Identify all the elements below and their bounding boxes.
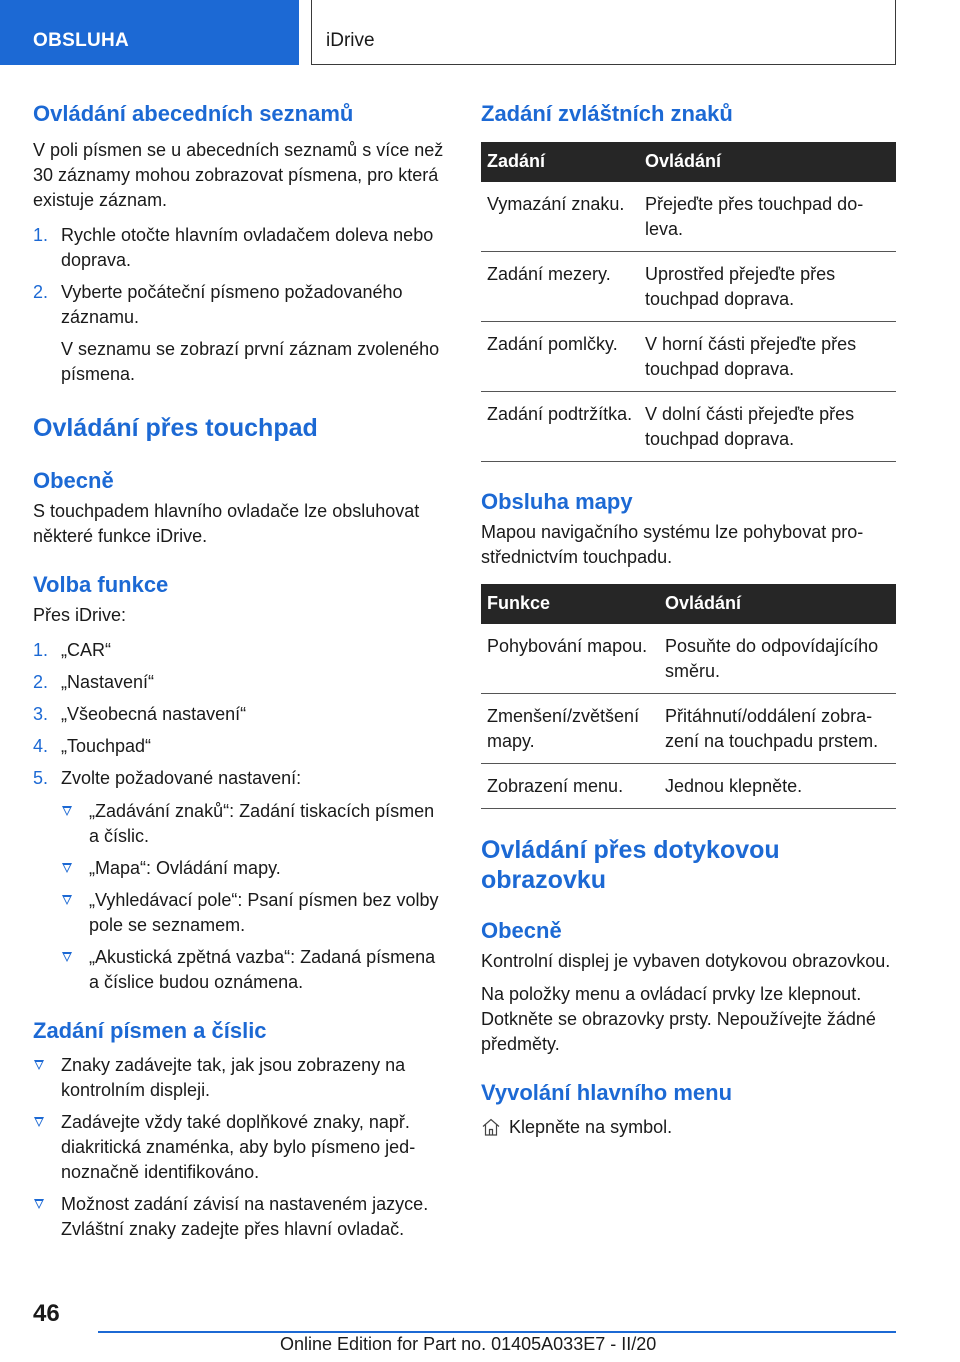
- table-row: [481, 392, 896, 462]
- step-subtext: V seznamu se zobrazí první záznam zvoleného písmena.: [61, 339, 440, 384]
- list-item: [33, 280, 445, 387]
- step-number: 2.: [33, 672, 49, 692]
- chapter-tab: iDrive: [311, 0, 896, 65]
- main-menu-heading: Vyvolání hlavního menu: [481, 1080, 733, 1105]
- table-cell: Zadání podtržítka.: [481, 392, 639, 462]
- letters-heading: Zadání písmen a číslic: [33, 1018, 267, 1043]
- table-header-cell: Ovládání: [639, 142, 896, 182]
- step-text: „Nastavení“: [61, 672, 155, 692]
- table-header-cell: Funkce: [481, 584, 659, 624]
- bullet-triangle-icon: [62, 806, 72, 816]
- section-tab: OBSLUHA: [0, 0, 299, 65]
- table-row: [481, 252, 896, 322]
- table-cell: V horní části přejeďte přes touchpad doprava.: [639, 322, 896, 392]
- list-item: Možnost zadání závisí na nastaveném jazyce. Zvláštní znaky zadejte přes hlavní ovladač.: [33, 1192, 445, 1242]
- map-table: [481, 584, 896, 809]
- main-menu-text: Klepněte na symbol.: [509, 1117, 673, 1137]
- table-cell: Přitáhnutí/oddálení zobrazení na touchpadu prstem.: [659, 694, 896, 764]
- step-number: 5.: [33, 768, 49, 788]
- ts-general-heading: Obecně: [481, 918, 562, 943]
- table-row: [481, 694, 896, 764]
- ts-text-2: Na položky menu a ovládací prvky lze klepnout. Dotkněte se obrazovky prsty. Nepoužívejte žádné předměty.: [481, 984, 876, 1054]
- list-item: „Vyhledávací pole“: Psaní písmen bez volby pole se seznamem.: [61, 888, 445, 938]
- list-item: [33, 702, 445, 727]
- table-row: [481, 182, 896, 252]
- bullet-triangle-icon: [62, 863, 72, 873]
- edition-text: Online Edition for Part no. 01405A033E7 - II/20: [280, 1334, 657, 1354]
- step-number: 4.: [33, 736, 49, 756]
- footer-divider: [98, 1331, 896, 1333]
- general-heading: Obecně: [33, 468, 114, 493]
- touchscreen-heading: Ovládání přes dotykovou obrazovku: [481, 836, 780, 894]
- list-item: „Mapa“: Ovládání mapy.: [61, 856, 445, 881]
- list-item: [33, 766, 445, 995]
- step-text: „Touchpad“: [61, 736, 152, 756]
- table-row: [481, 322, 896, 392]
- general-text: S touchpadem hlavního ovladače lze obsluhovat některé funkce iDrive.: [33, 501, 420, 546]
- step-number: 1.: [33, 640, 49, 660]
- list-item: „Zadávání znaků“: Zadání tiskacích písmen a číslic.: [61, 799, 445, 849]
- table-row: [481, 624, 896, 694]
- home-icon: [481, 1117, 501, 1137]
- table-cell: Vymazání znaku.: [481, 182, 639, 252]
- function-steps-list: [33, 638, 445, 995]
- function-heading: Volba funkce: [33, 572, 169, 597]
- list-item: [33, 223, 445, 273]
- table-cell: Zobrazení menu.: [481, 764, 659, 809]
- table-cell: Jednou klepněte.: [659, 764, 896, 809]
- table-header-row: [481, 142, 896, 182]
- special-chars-table: [481, 142, 896, 462]
- right-column: [481, 100, 896, 1140]
- table-cell: Zadání mezery.: [481, 252, 639, 322]
- list-item: [33, 670, 445, 695]
- touchpad-heading: Ovládání přes touchpad: [33, 414, 318, 442]
- table-header-cell: Zadání: [481, 142, 639, 182]
- alpha-steps-list: [33, 223, 445, 387]
- list-item: Zadávejte vždy také doplňkové znaky, např. diakritická znaménka, aby bylo písmeno jednoznačně identifikováno.: [33, 1110, 445, 1185]
- bullet-triangle-icon: [34, 1199, 44, 1209]
- bullet-triangle-icon: [34, 1060, 44, 1070]
- step-text: „CAR“: [61, 640, 111, 660]
- step-text: Zvolte požadované nastavení:: [61, 768, 302, 788]
- step-text: Vyberte počáteční písmeno požadovaného záznamu.: [61, 282, 403, 327]
- list-item: „Akustická zpětná vazba“: Zadaná písmena a číslice budou oznámena.: [61, 945, 445, 995]
- bullet-triangle-icon: [34, 1117, 44, 1127]
- alpha-lists-heading: Ovládání abecedních seznamů: [33, 101, 354, 126]
- page-number: 46: [33, 1300, 60, 1327]
- table-header-cell: Ovládání: [659, 584, 896, 624]
- list-item: Znaky zadávejte tak, jak jsou zobrazeny na kontrolním displeji.: [33, 1053, 445, 1103]
- main-menu-instruction: [481, 1115, 896, 1140]
- table-cell: Pohybování mapou.: [481, 624, 659, 694]
- table-header-row: [481, 584, 896, 624]
- step-number: 1.: [33, 225, 49, 245]
- step-number: 2.: [33, 282, 49, 302]
- ts-text-1: Kontrolní displej je vybaven dotykovou obrazovkou.: [481, 951, 891, 971]
- left-column: [33, 100, 445, 1249]
- special-chars-heading: Zadání zvláštních znaků: [481, 101, 733, 126]
- table-cell: V dolní části přejeďte přes touchpad doprava.: [639, 392, 896, 462]
- table-row: [481, 764, 896, 809]
- function-options-list: [61, 799, 445, 995]
- step-text: „Všeobecná nastavení“: [61, 704, 247, 724]
- table-cell: Uprostřed přejeďte přes touchpad doprava.: [639, 252, 896, 322]
- table-cell: Zadání pomlčky.: [481, 322, 639, 392]
- bullet-triangle-icon: [62, 952, 72, 962]
- list-item: [33, 734, 445, 759]
- table-cell: Zmenšení/zvětšení mapy.: [481, 694, 659, 764]
- list-item: [33, 638, 445, 663]
- step-text: Rychle otočte hlavním ovladačem doleva nebo doprava.: [61, 225, 434, 270]
- alpha-lists-text: V poli písmen se u abecedních seznamů s více než 30 záznamy mohou zobrazovat písmena, pro která existuje záznam.: [33, 140, 444, 210]
- map-text: Mapou navigačního systému lze pohybovat prostřednictvím touchpadu.: [481, 522, 864, 567]
- map-heading: Obsluha mapy: [481, 489, 633, 514]
- table-cell: Přejeďte přes touchpad doleva.: [639, 182, 896, 252]
- letters-bullets-list: [33, 1053, 445, 1242]
- table-cell: Posuňte do odpovídajícího směru.: [659, 624, 896, 694]
- bullet-triangle-icon: [62, 895, 72, 905]
- step-number: 3.: [33, 704, 49, 724]
- function-intro: Přes iDrive:: [33, 605, 127, 625]
